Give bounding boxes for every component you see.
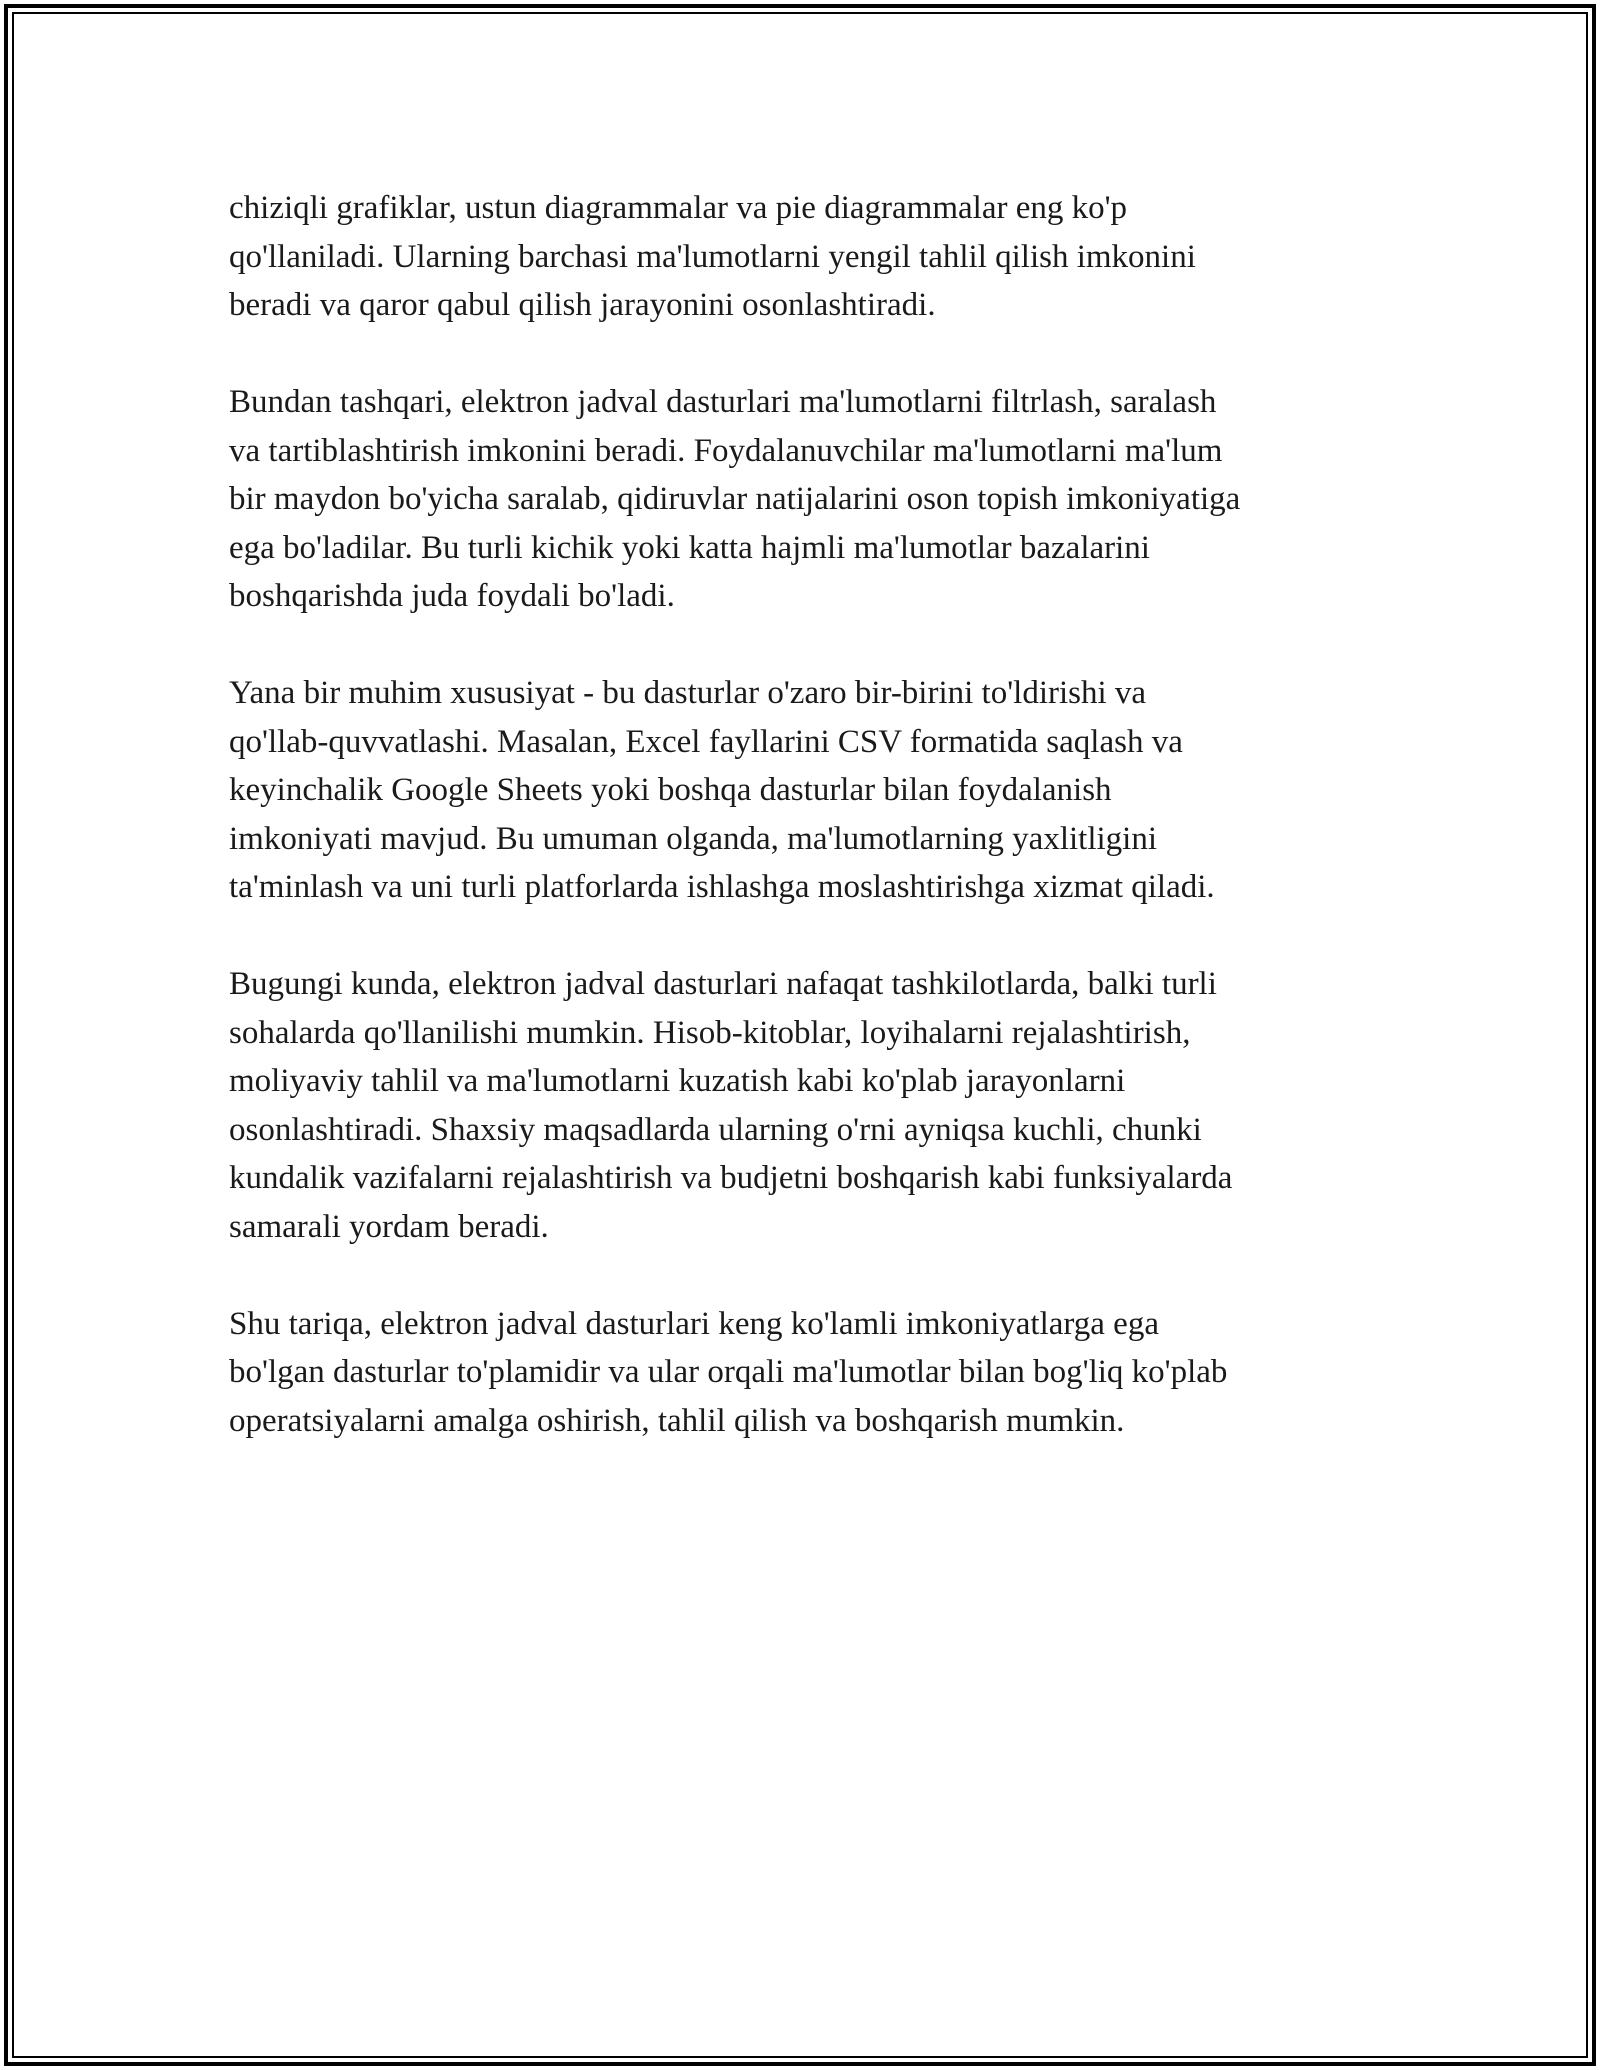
paragraph-5 xyxy=(229,1300,1379,1446)
paragraph-line: keyinchalik Google Sheets yoki boshqa dasturlar bilan foydalanish xyxy=(229,772,1112,808)
paragraph-line: osonlashtiradi. Shaxsiy maqsadlarda ularning o'rni ayniqsa kuchli, chunki xyxy=(229,1111,1202,1148)
paragraph-line: chiziqli grafiklar, ustun diagrammalar va pie diagrammalar eng ko'p xyxy=(229,190,1128,226)
paragraph-line: Bundan tashqari, elektron jadval dasturlari ma'lumotlarni filtrlash, saralash xyxy=(229,384,1217,420)
document-body xyxy=(229,184,1379,1494)
paragraph-line: ega bo'ladilar. Bu turli kichik yoki katta hajmli ma'lumotlar bazalarini xyxy=(229,529,1150,566)
paragraph-1 xyxy=(229,184,1379,330)
paragraph-line: imkoniyati mavjud. Bu umuman olganda, ma'lumotlarning yaxlitligini xyxy=(229,820,1157,857)
paragraph-line: samarali yordam beradi. xyxy=(229,1208,549,1245)
paragraph-line: boshqarishda juda foydali bo'ladi. xyxy=(229,578,675,614)
paragraph-line: bo'lgan dasturlar to'plamidir va ular orqali ma'lumotlar bilan bog'liq ko'plab xyxy=(229,1354,1228,1390)
paragraph-2 xyxy=(229,378,1379,621)
paragraph-line: va tartiblashtirish imkonini beradi. Foydalanuvchilar ma'lumotlarni ma'lum xyxy=(229,432,1223,469)
paragraph-line: qo'llaniladi. Ularning barchasi ma'lumotlarni yengil tahlil qilish imkonini xyxy=(229,238,1196,275)
paragraph-line: Shu tariqa, elektron jadval dasturlari keng ko'lamli imkoniyatlarga ega xyxy=(229,1305,1159,1342)
paragraph-line: Yana bir muhim xususiyat - bu dasturlar o'zaro bir-birini to'ldirishi va xyxy=(229,675,1147,711)
paragraph-line: Bugungi kunda, elektron jadval dasturlari nafaqat tashkilotlarda, balki turli xyxy=(229,966,1217,1002)
paragraph-line: beradi va qaror qabul qilish jarayonini osonlashtiradi. xyxy=(229,287,936,323)
paragraph-line: ta'minlash va uni turli platforlarda ishlashga moslashtirishga xizmat qiladi. xyxy=(229,869,1215,905)
paragraph-line: kundalik vazifalarni rejalashtirish va budjetni boshqarish kabi funksiyalarda xyxy=(229,1160,1233,1196)
paragraph-line: qo'llab-quvvatlashi. Masalan, Excel fayllarini CSV formatida saqlash va xyxy=(229,723,1183,760)
paragraph-4 xyxy=(229,960,1379,1251)
paragraph-line: operatsiyalarni amalga oshirish, tahlil qilish va boshqarish mumkin. xyxy=(229,1402,1125,1439)
paragraph-3 xyxy=(229,669,1379,912)
paragraph-line: moliyaviy tahlil va ma'lumotlarni kuzatish kabi ko'plab jarayonlarni xyxy=(229,1063,1126,1099)
paragraph-line: bir maydon bo'yicha saralab, qidiruvlar natijalarini oson topish imkoniyatiga xyxy=(229,481,1241,517)
paragraph-line: sohalarda qo'llanilishi mumkin. Hisob-kitoblar, loyihalarni rejalashtirish, xyxy=(229,1014,1191,1051)
